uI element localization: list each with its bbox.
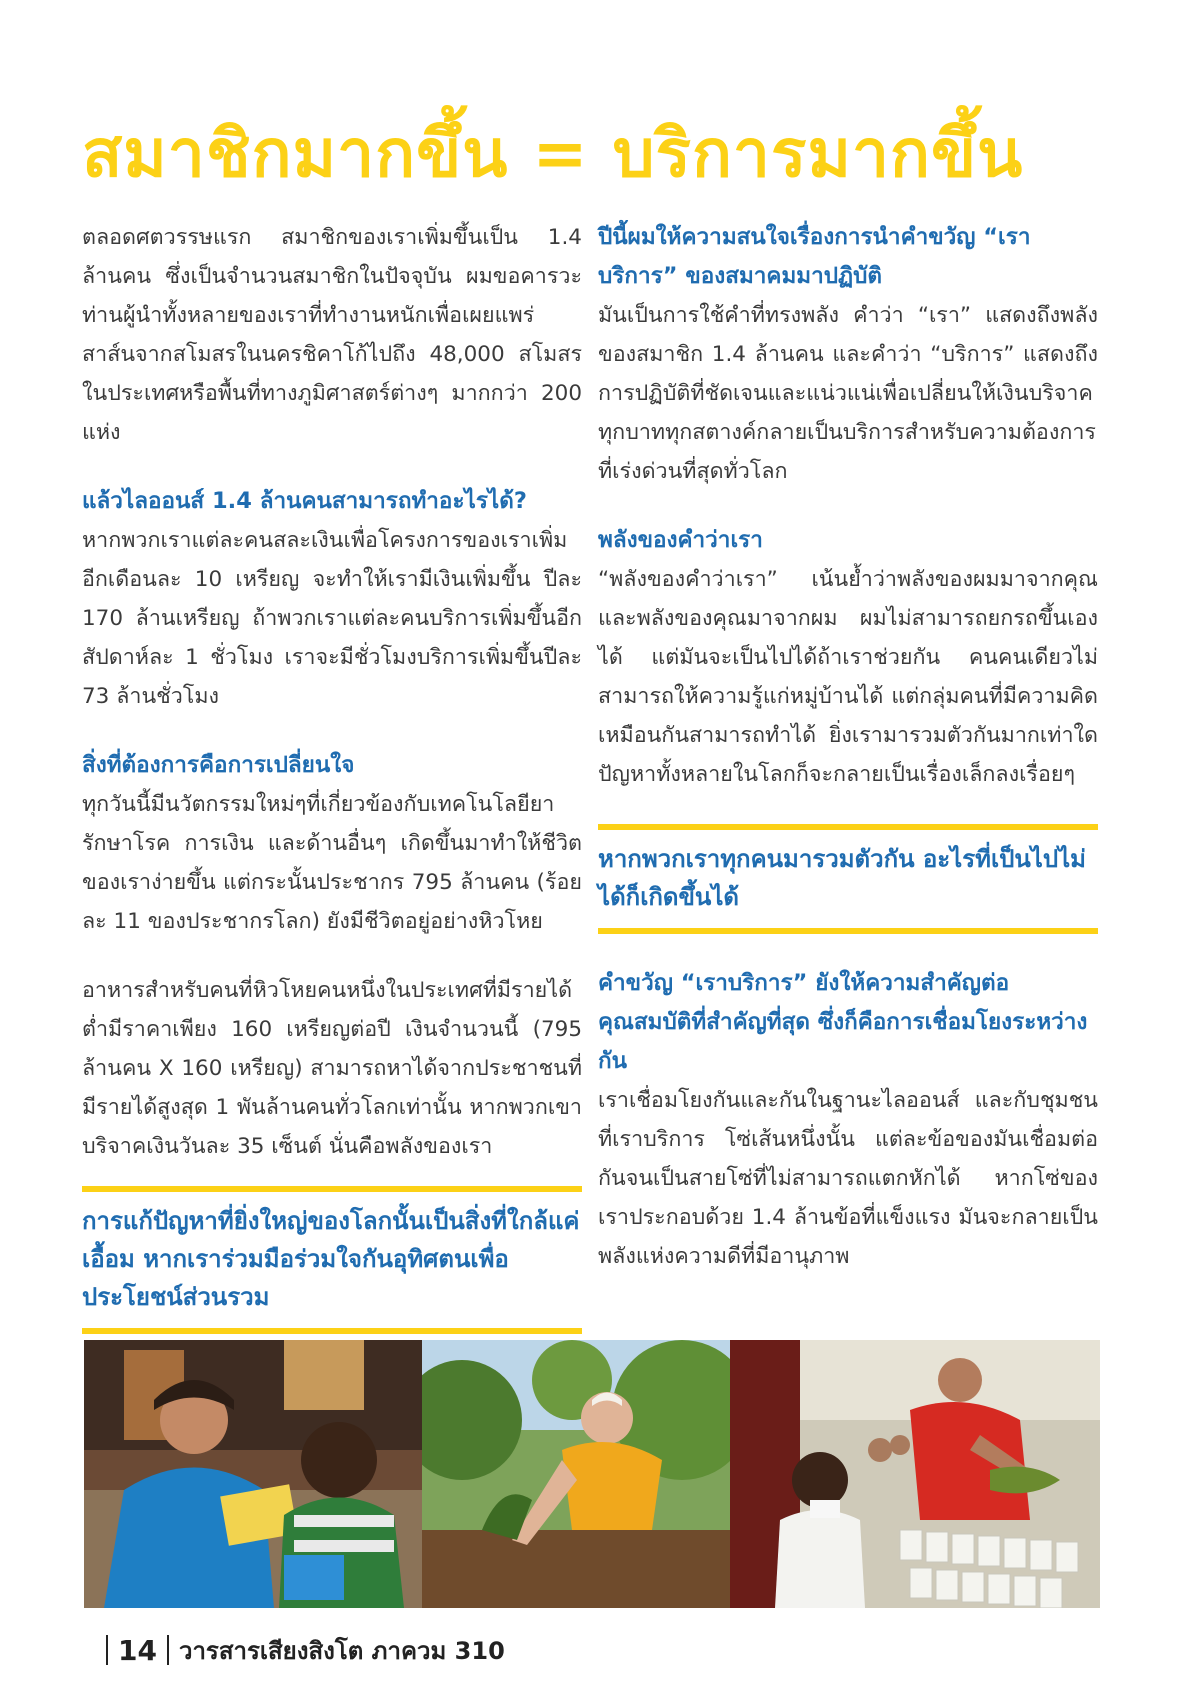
paragraph-connection: เราเชื่อมโยงกันและกันในฐานะไลออนส์ และกับชุมชนที่เราบริการ โซ่เส้นหนึ่งนั้น แต่ละข้อของมันเชื่อมต่อกันจนเป็นสายโซ่ที่ไม่สามารถแตกหักได้ หากโซ่ของเราประกอบด้วย 1.4 ล้านข้อที่แข็งแรง มันจะกลายเป็นพลังแห่งความดีที่มีอานุภาพ: [598, 1088, 1098, 1269]
callout-right: [598, 824, 1098, 934]
paragraph-power-of-we: “พลังของคำว่าเรา” เน้นย้ำว่าพลังของผมมาจากคุณ และพลังของคุณมาจากผม ผมไม่สามารถยกรถขึ้นเองได้ แต่มันจะเป็นไปได้ถ้าเราช่วยกัน คนคนเดียวไม่สามารถให้ความรู้แก่หมู่บ้านได้ แต่กลุ่มคนที่มีความคิดเหมือนกันสามารถทำได้ ยิ่งเรามารวมตัวกันมากเท่าใด ปัญหาทั้งหลายในโลกก็จะกลายเป็นเรื่องเล็กลงเรื่อยๆ: [598, 567, 1098, 787]
photo-strip: [84, 1340, 1100, 1608]
right-column: [598, 218, 1098, 1276]
paragraph-innovation: ทุกวันนี้มีนวัตกรรมใหม่ๆที่เกี่ยวข้องกับเทคโนโลยียารักษาโรค การเงิน และด้านอื่นๆ เกิดขึ้นมาทำให้ชีวิตของเราง่ายขึ้น แต่กระนั้นประชากร 795 ล้านคน (ร้อยละ 11 ของประชากรโลก) ยังมีชีวิตอยู่อย่างหิวโหย: [82, 792, 582, 934]
paragraph-food-cost: อาหารสำหรับคนที่หิวโหยคนหนึ่งในประเทศที่มีรายได้ต่ำมีราคาเพียง 160 เหรียญต่อปี เงินจำนวนนี้ (795 ล้านคน X 160 เหรียญ) สามารถหาได้จากประชาชนที่มีรายได้สูงสุด 1 พันล้านคนทั่วโลกเท่านั้น หากพวกเขาบริจาคเงินวันละ 35 เซ็นต์ นั่นคือพลังของเรา: [82, 978, 582, 1159]
intro-paragraph: ตลอดศตวรรษแรก สมาชิกของเราเพิ่มขึ้นเป็น 1.4 ล้านคน ซึ่งเป็นจำนวนสมาชิกในปัจจุบัน ผมขอคารวะท่านผู้นำทั้งหลายของเราที่ทำงานหนักเพื่อเผยแพร่สาส์นจากสโมสรในนครชิคาโก้ไปถึง 48,000 สโมสรในประเทศหรือพื้นที่ทางภูมิศาสตร์ต่างๆ มากกว่า 200 แห่ง: [82, 225, 582, 445]
photo-food-line-image: [730, 1340, 1100, 1608]
footer-divider: [106, 1635, 108, 1665]
heading-we-serve: ปีนี้ผมให้ความสนใจเรื่องการนำคำขวัญ “เราบริการ” ของสมาคมมาปฏิบัติ: [598, 224, 1031, 289]
photo-planting-image: [422, 1340, 730, 1608]
photo-planting: [422, 1340, 730, 1608]
page-footer: [106, 1630, 505, 1670]
callout-right-text: หากพวกเราทุกคนมารวมตัวกัน อะไรที่เป็นไปไม่ได้ก็เกิดขึ้นได้: [598, 845, 1087, 911]
heading-connection: คำขวัญ “เราบริการ” ยังให้ความสำคัญต่อคุณสมบัติที่สำคัญที่สุด ซึ่งก็คือการเชื่อมโยงระหว่างกัน: [598, 970, 1088, 1074]
page-number: 14: [118, 1633, 157, 1667]
heading-power-of-we: พลังของคำว่าเรา: [598, 527, 763, 553]
photo-food-line: [730, 1340, 1100, 1608]
footer-divider: [167, 1635, 169, 1665]
photo-reading-child-image: [84, 1340, 422, 1608]
paragraph-we-serve: มันเป็นการใช้คำที่ทรงพลัง คำว่า “เรา” แสดงถึงพลังของสมาชิก 1.4 ล้านคน และคำว่า “บริการ” แสดงถึงการปฏิบัติที่ชัดเจนและแน่วแน่เพื่อเปลี่ยนให้เงินบริจาคทุกบาททุกสตางค์กลายเป็นบริการสำหรับความต้องการที่เร่งด่วนที่สุดทั่วโลก: [598, 303, 1098, 484]
photo-reading-child: [84, 1340, 422, 1608]
heading-lions-can-do: แล้วไลออนส์ 1.4 ล้านคนสามารถทำอะไรได้?: [82, 488, 527, 514]
paragraph-donation: หากพวกเราแต่ละคนสละเงินเพื่อโครงการของเราเพิ่มอีกเดือนละ 10 เหรียญ จะทำให้เรามีเงินเพิ่มขึ้น ปีละ 170 ล้านเหรียญ ถ้าพวกเราแต่ละคนบริการเพิ่มขึ้นอีกสัปดาห์ละ 1 ชั่วโมง เราจะมีชั่วโมงบริการเพิ่มขึ้นปีละ 73 ล้านชั่วโมง: [82, 528, 582, 709]
magazine-name: วารสารเสียงสิงโต ภาควม 310: [178, 1636, 505, 1665]
page-title: สมาชิกมากขึ้น = บริการมากขึ้น: [82, 115, 1024, 192]
left-column: [82, 218, 582, 1334]
callout-left-text: การแก้ปัญหาที่ยิ่งใหญ่ของโลกนั้นเป็นสิ่งที่ใกล้แค่เอื้อม หากเราร่วมมือร่วมใจกันอุทิศตนเพื่อประโยชน์ส่วนรวม: [82, 1207, 580, 1311]
heading-change-of-heart: สิ่งที่ต้องการคือการเปลี่ยนใจ: [82, 752, 355, 778]
callout-left: [82, 1186, 582, 1334]
